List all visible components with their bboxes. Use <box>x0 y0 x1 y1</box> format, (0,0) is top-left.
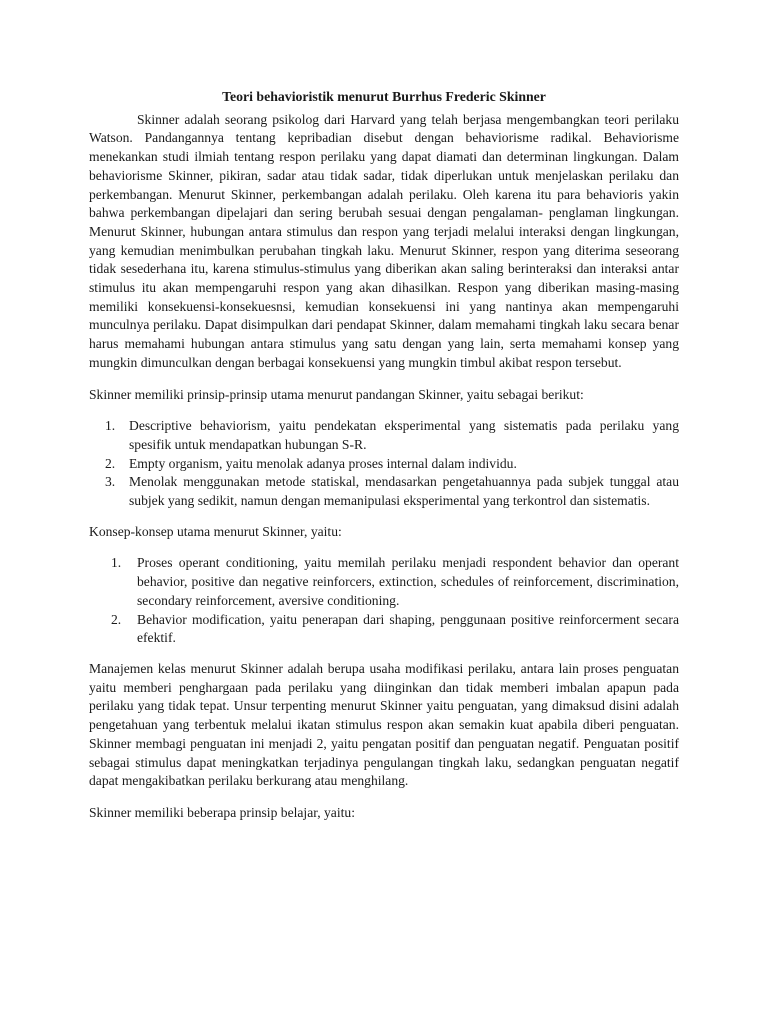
list-item <box>111 611 679 648</box>
principles-list <box>89 417 679 511</box>
list-number: 3. <box>105 474 116 490</box>
learning-principles-intro: Skinner memiliki beberapa prinsip belajar, yaitu: <box>89 804 355 820</box>
list-number: 2. <box>111 611 122 627</box>
list-number: 1. <box>111 555 122 571</box>
list-item <box>105 417 679 454</box>
list-number: 2. <box>105 455 116 471</box>
intro-paragraph: Skinner adalah seorang psikolog dari Harvard yang telah berjasa mengembangkan teori perilaku Watson. Pandangannya tentang kepribadian disebut dengan behaviorisme radikal. Behaviorisme menekankan studi ilmiah tentang respon perilaku yang dapat diamati dan determinan lingkungan. Dalam behaviorisme Skinner, pikiran, sadar atau tidak sadar, tidak diperlukan untuk menjelaskan perilaku dan perkembangan. Menurut Skinner, perkembangan adalah perilaku. Oleh karena itu para behavioris yakin bahwa perkembangan dipelajari dan sering berubah sesuai dengan pengalaman- penglaman lingkungan. Menurut Skinner, hubungan antara stimulus dan respon yang terjadi melalui interaksi dengan lingkungan, yang kemudian menimbulkan perubahan tingkah laku. Menurut Skinner, respon yang diterima seseorang tidak sesederhana itu, karena stimulus-stimulus yang diberikan akan saling berinteraksi dan interaksi antar stimulus itu akan mempengaruhi respon yang akan dihasilkan. Respon yang diberikan masing-masing memiliki konsekuensi-konsekuesnsi, kemudian konsekuensi ini yang nantinya akan mempengaruhi munculnya perilaku. Dapat disimpulkan dari pendapat Skinner, dalam memahami tingkah laku secara benar harus memahami hubungan antara stimulus yang satu dengan yang lain, serta memahami konsep yang mungkin dimunculkan dengan berbagai konsekuensi yang mungkin timbul akibat respon tersebut. <box>89 111 679 370</box>
classroom-management-paragraph: Manajemen kelas menurut Skinner adalah berupa usaha modifikasi perilaku, antara lain proses penguatan yaitu memberi penghargaan pada perilaku yang diinginkan dan tidak memberi imbalan apapun pada perilaku yang tidak tepat. Unsur terpenting menurut Skinner yaitu penguatan, yang dimaksud disini adalah pengetahuan yang terbentuk melalui ikatan stimulus respon akan semakin kuat apabila diberi penguatan. Skinner membagi penguatan ini menjadi 2, yaitu pengatan positif dan penguatan negatif. Penguatan positif sebagai stimulus dapat meningkatkan terjadinya pengulangan tingkah laku, sedangkan penguatan negatif dapat mengakibatkan perilaku berkurang atau menghilang. <box>89 660 679 789</box>
concepts-intro: Konsep-konsep utama menurut Skinner, yaitu: <box>89 523 342 539</box>
concepts-list <box>89 554 679 648</box>
list-item-text: Empty organism, yaitu menolak adanya proses internal dalam individu. <box>129 455 517 471</box>
list-item-text: Behavior modification, yaitu penerapan dari shaping, penggunaan positive reinforcerment secara efektif. <box>137 611 679 646</box>
document-title: Teori behavioristik menurut Burrhus Frederic Skinner <box>222 89 546 104</box>
document-page <box>89 88 679 823</box>
list-item <box>105 455 679 474</box>
list-item-text: Menolak menggunakan metode statiskal, mendasarkan pengetahuannya pada subjek tunggal atau subjek yang sedikit, namun dengan memanipulasi eksperimental yang terkontrol dan sistematis. <box>129 474 679 509</box>
list-item-text: Proses operant conditioning, yaitu memilah perilaku menjadi respondent behavior dan operant behavior, positive dan negative reinforcers, extinction, schedules of reinforcement, discrimination, secondary reinforcement, aversive conditioning. <box>137 555 679 608</box>
principles-intro: Skinner memiliki prinsip-prinsip utama menurut pandangan Skinner, yaitu sebagai berikut: <box>89 386 584 402</box>
list-item-text: Descriptive behaviorism, yaitu pendekatan eksperimental yang sistematis pada perilaku yang spesifik untuk mendapatkan hubungan S-R. <box>129 418 679 452</box>
list-number: 1. <box>105 418 116 434</box>
list-item <box>111 554 679 610</box>
list-item <box>105 473 679 510</box>
